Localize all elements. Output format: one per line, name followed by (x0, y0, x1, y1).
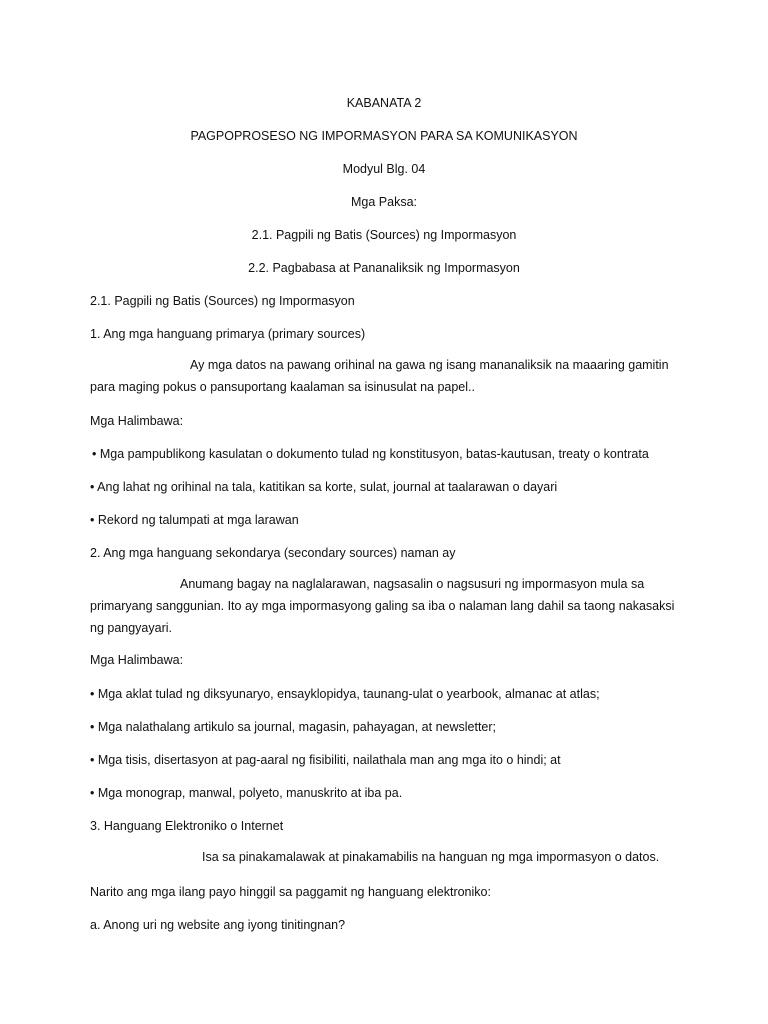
chapter-title: KABANATA 2 (346, 96, 422, 110)
section-heading: 2.1. Pagpili ng Batis (Sources) ng Impormasyon (90, 294, 355, 308)
electronic-heading: 3. Hanguang Elektroniko o Internet (90, 819, 284, 833)
primary-heading: 1. Ang mga hanguang primarya (primary sources) (90, 327, 366, 341)
primary-description: Ay mga datos na pawang orihinal na gawa ng isang mananaliksik na maaaring gamitin para maging pokus o pansuportang kaalaman sa isinusulat na papel.. (90, 358, 669, 394)
module-number: Modyul Blg. 04 (342, 162, 426, 176)
document-title: PAGPOPROSESO NG IMPORMASYON PARA SA KOMUNIKASYON (190, 129, 578, 143)
list-item: • Mga pampublikong kasulatan o dokumento tulad ng konstitusyon, batas-kautusan, treaty o kontrata (92, 447, 649, 461)
primary-examples-heading: Mga Halimbawa: (90, 414, 184, 428)
secondary-examples-heading: Mga Halimbawa: (90, 653, 184, 667)
tip-item: a. Anong uri ng website ang iyong tinitingnan? (90, 918, 346, 932)
list-item: • Ang lahat ng orihinal na tala, katitikan sa korte, sulat, journal at taalarawan o dayari (90, 480, 558, 494)
list-item: • Mga tisis, disertasyon at pag-aaral ng fisibiliti, nailathala man ang mga ito o hindi; at (90, 753, 561, 767)
secondary-heading: 2. Ang mga hanguang sekondarya (secondary sources) naman ay (90, 546, 456, 560)
list-item: • Mga aklat tulad ng diksyunaryo, ensayklopidya, taunang-ulat o yearbook, almanac at atlas; (90, 687, 600, 701)
list-item: • Mga nalathalang artikulo sa journal, magasin, pahayagan, at newsletter; (90, 720, 497, 734)
list-item: • Rekord ng talumpati at mga larawan (90, 513, 299, 527)
topic-item: 2.1. Pagpili ng Batis (Sources) ng Impormasyon (251, 228, 517, 242)
topic-item: 2.2. Pagbabasa at Pananaliksik ng Impormasyon (248, 261, 520, 275)
tips-heading: Narito ang mga ilang payo hinggil sa paggamit ng hanguang elektroniko: (90, 885, 491, 899)
topics-heading: Mga Paksa: (350, 195, 417, 209)
list-item: • Mga monograp, manwal, polyeto, manuskrito at iba pa. (90, 786, 403, 800)
secondary-description: Anumang bagay na naglalarawan, nagsasalin o nagsusuri ng impormasyon mula sa primaryang sanggunian. Ito ay mga impormasyong galing sa iba o nalaman lang dahil sa taong nakasaksi ng pangyayari. (90, 577, 675, 635)
electronic-description: Isa sa pinakamalawak at pinakamabilis na hanguan ng mga impormasyon o datos. (202, 850, 660, 864)
